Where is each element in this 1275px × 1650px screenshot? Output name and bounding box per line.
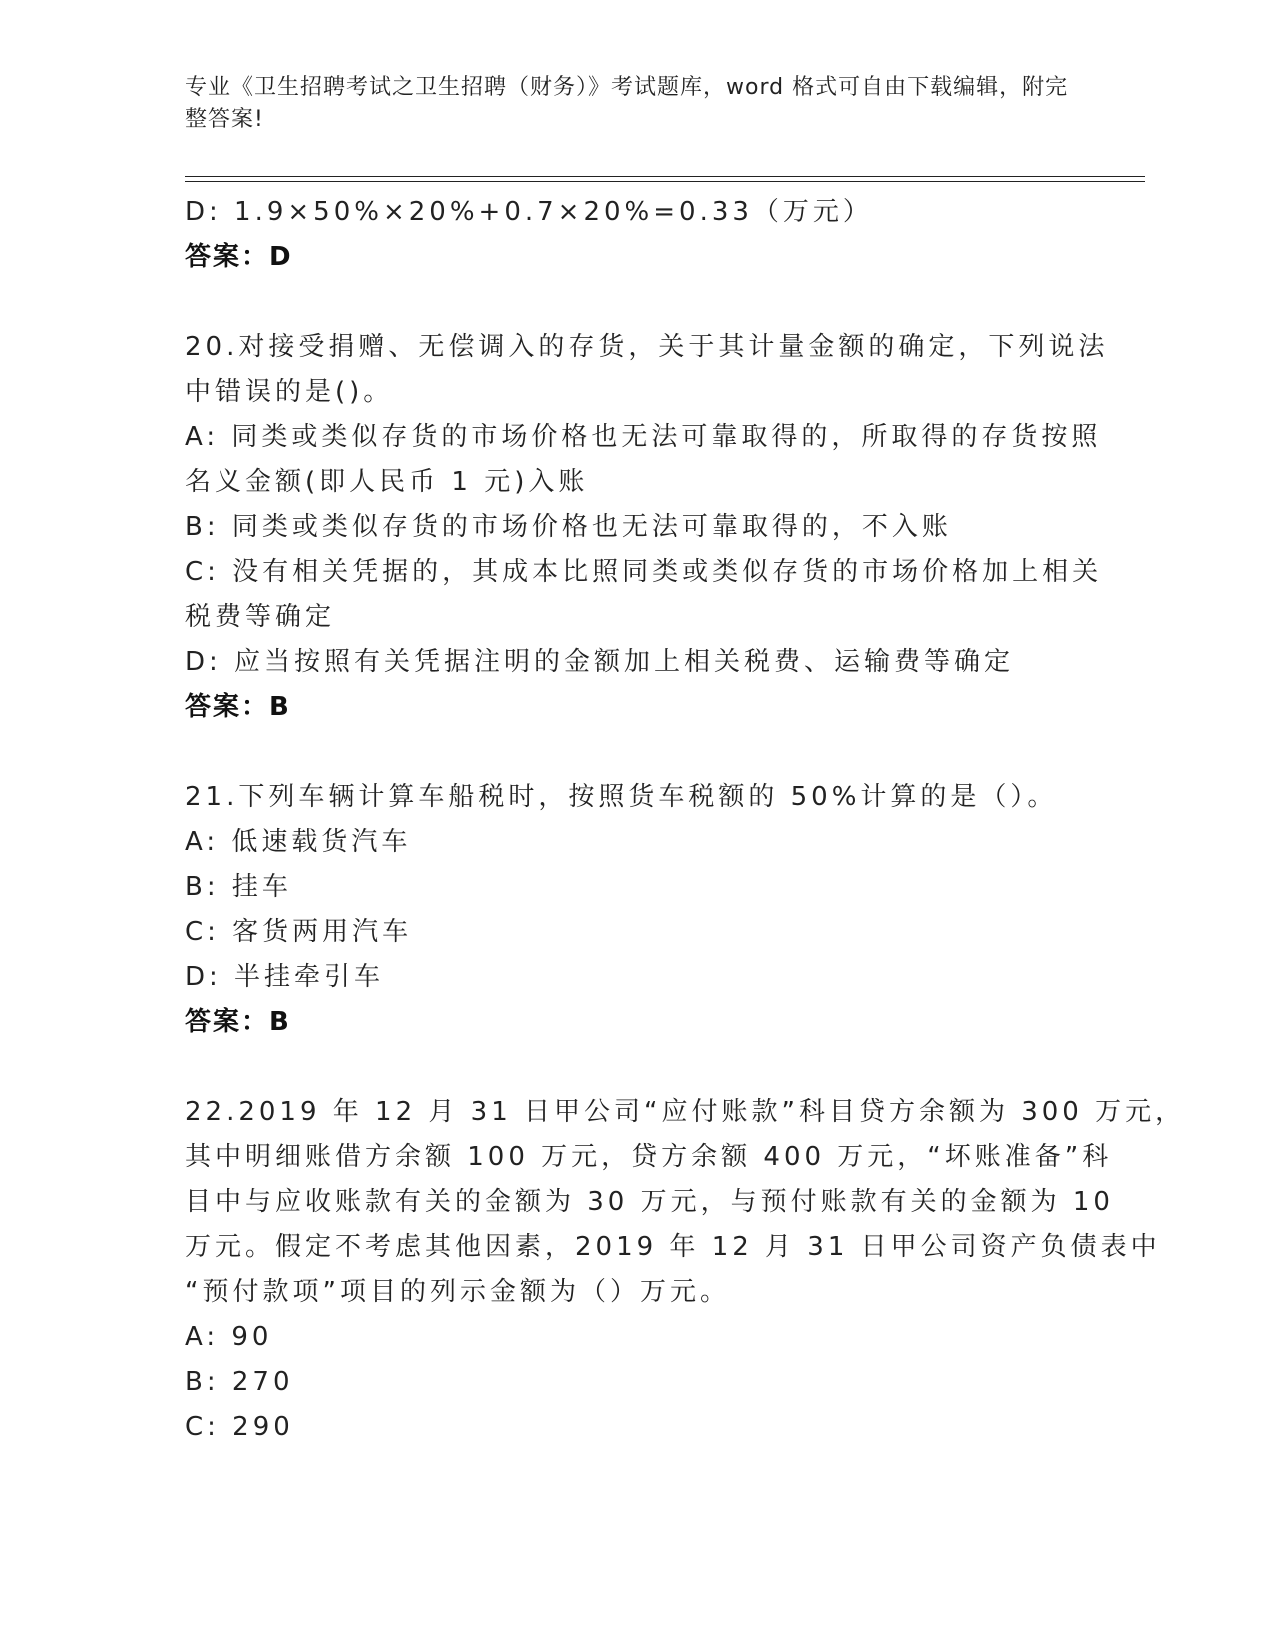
q20-stem-line1: 20.对接受捐赠、无偿调入的存货，关于其计量金额的确定，下列说法 <box>185 332 1109 362</box>
q21-option-a: A: 低速载货汽车 <box>185 827 412 857</box>
question-content <box>185 190 1186 1450</box>
prev-option-d: D: 1.9×50%×20%+0.7×20%=0.33（万元） <box>185 197 873 227</box>
prev-answer: 答案：D <box>185 242 293 272</box>
q21-answer: 答案：B <box>185 1007 291 1037</box>
q21-stem: 21.下列车辆计算车船税时，按照货车税额的 50%计算的是（）。 <box>185 782 1058 812</box>
q22-option-c: C: 290 <box>185 1412 294 1442</box>
q20-option-c-line2: 税费等确定 <box>185 602 336 632</box>
q20-option-a-line1: A: 同类或类似存货的市场价格也无法可靠取得的，所取得的存货按照 <box>185 422 1102 452</box>
question-20 <box>185 325 1109 730</box>
spacer <box>185 730 1065 775</box>
q20-option-d: D: 应当按照有关凭据注明的金额加上相关税费、运输费等确定 <box>185 647 1015 677</box>
q20-option-a-line2: 名义金额(即人民币 1 元)入账 <box>185 467 589 497</box>
q22-option-a: A: 90 <box>185 1322 273 1352</box>
spacer <box>185 280 1065 325</box>
question-21 <box>185 775 1065 1045</box>
q22-option-b: B: 270 <box>185 1367 294 1397</box>
q21-option-c: C: 客货两用汽车 <box>185 917 413 947</box>
document-header: 专业《卫生招聘考试之卫生招聘（财务）》考试题库，word 格式可自由下载编辑，附完整答案! <box>185 75 1069 132</box>
q22-stem-line5: “预付款项”项目的列示金额为（）万元。 <box>185 1277 730 1307</box>
q20-option-c-line1: C: 没有相关凭据的，其成本比照同类或类似存货的市场价格加上相关 <box>185 557 1103 587</box>
q22-stem-line2: 其中明细账借方余额 100 万元，贷方余额 400 万元，“坏账准备”科 <box>185 1142 1113 1172</box>
q20-option-b: B: 同类或类似存货的市场价格也无法可靠取得的，不入账 <box>185 512 952 542</box>
question-22 <box>185 1090 1186 1450</box>
q20-answer: 答案：B <box>185 692 291 722</box>
spacer <box>185 1045 1065 1090</box>
q21-option-d: D: 半挂牵引车 <box>185 962 385 992</box>
q22-stem-line4: 万元。假定不考虑其他因素，2019 年 12 月 31 日甲公司资产负债表中 <box>185 1232 1161 1262</box>
header-divider-bottom <box>185 181 1145 182</box>
q22-stem-line1: 22.2019 年 12 月 31 日甲公司“应付账款”科目贷方余额为 300 万元， <box>185 1097 1186 1127</box>
q20-stem-line2: 中错误的是()。 <box>185 377 394 407</box>
q21-option-b: B: 挂车 <box>185 872 292 902</box>
q22-stem-line3: 目中与应收账款有关的金额为 30 万元，与预付账款有关的金额为 10 <box>185 1187 1114 1217</box>
header-divider-top <box>185 176 1145 177</box>
